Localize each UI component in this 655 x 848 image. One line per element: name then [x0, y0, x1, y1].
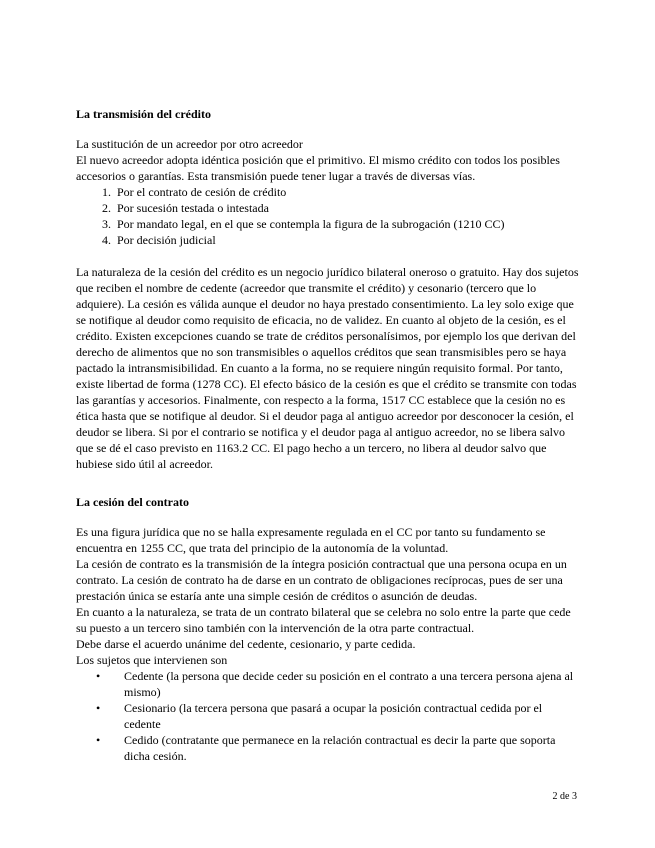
paragraph-sujetos: Los sujetos que intervienen son [76, 653, 228, 667]
paragraph-fundamento: Es una figura jurídica que no se halla expresamente regulada en el CC por tanto su fundamento se encuentra en 1255 CC, que trata del principio de la autonomía de la voluntad. [76, 525, 546, 555]
section-title-cesion-contrato: La cesión del contrato [76, 495, 189, 509]
list-item: • Cesionario (la tercera persona que pasará a ocupar la posición contractual cedida por el cedente [112, 700, 581, 732]
intro-paragraph: El nuevo acreedor adopta idéntica posición que el primitivo. El mismo crédito con todos los posibles accesorios o garantías. Esta transmisión puede tener lugar a través de diversas vías. [76, 153, 560, 183]
list-item: • Cedente (la persona que decide ceder su posición en el contrato a una tercera persona ajena al mismo) [112, 668, 581, 700]
intro-line: La sustitución de un acreedor por otro acreedor [76, 137, 303, 151]
paragraph-naturaleza: En cuanto a la naturaleza, se trata de un contrato bilateral que se celebra no solo entre la parte que cede su puesto a un tercero sino también con la intervención de la otra parte contractual. [76, 605, 571, 635]
list-item: 1. Por el contrato de cesión de crédito [114, 184, 581, 200]
list-item: 3. Por mandato legal, en el que se contempla la figura de la subrogación (1210 CC) [114, 216, 581, 232]
document-body [76, 106, 581, 764]
page-number: 2 de 3 [552, 791, 577, 802]
naturaleza-paragraph: La naturaleza de la cesión del crédito es un negocio jurídico bilateral oneroso o gratuito. Hay dos sujetos que reciben el nombre de cedente (acreedor que transmite el crédito) y cesonario (tercero que lo adquiere). La cesión es válida aunque el deudor no haya prestado consentimiento. La ley solo exige que se notifique al deudor como requisito de eficacia, no de validez. En cuanto al objeto de la cesión, es el crédito. Existen excepciones cuando se trate de créditos personalísimos, por ejemplo los que derivan del derecho de alimentos que no son transmisibles o aquellos créditos que sean transmisibles pero se haya pactado la intransmisibilidad. En cuanto a la forma, no se requiere ningún requisito formal. Por tanto, existe libertad de forma (1278 CC). El efecto básico de la cesión es que el crédito se transmite con todas las garantías y accesorios. Finalmente, con respecto a la forma, 1517 CC establece que la cesión no es ética hasta que se notifique al deudor. Si el deudor paga al antiguo acreedor por desconocer la cesión, el deudor se libera. Si por el contrario se notifica y el deudor paga al antiguo acreedor, no se libera salvo que se dé el caso previsto en 1163.2 CC. El pago hecho a un tercero, no libera al deudor salvo que hubiese sido útil al acreedor. [76, 265, 579, 471]
transmission-ways-list [76, 184, 581, 248]
paragraph-acuerdo: Debe darse el acuerdo unánime del cedente, cesionario, y parte cedida. [76, 637, 416, 651]
list-item: 2. Por sucesión testada o intestada [114, 200, 581, 216]
list-item: • Cedido (contratante que permanece en la relación contractual es decir la parte que soporta dicha cesión. [112, 732, 581, 764]
section-title-transmision: La transmisión del crédito [76, 107, 211, 121]
paragraph-definicion: La cesión de contrato es la transmisión de la íntegra posición contractual que una persona ocupa en un contrato. La cesión de contrato ha de darse en un contrato de obligaciones recíprocas, pues de ser una prestación única se estaría ante una simple cesión de créditos o asunción de deudas. [76, 557, 567, 603]
sujetos-list [76, 668, 581, 764]
list-item: 4. Por decisión judicial [114, 232, 581, 248]
